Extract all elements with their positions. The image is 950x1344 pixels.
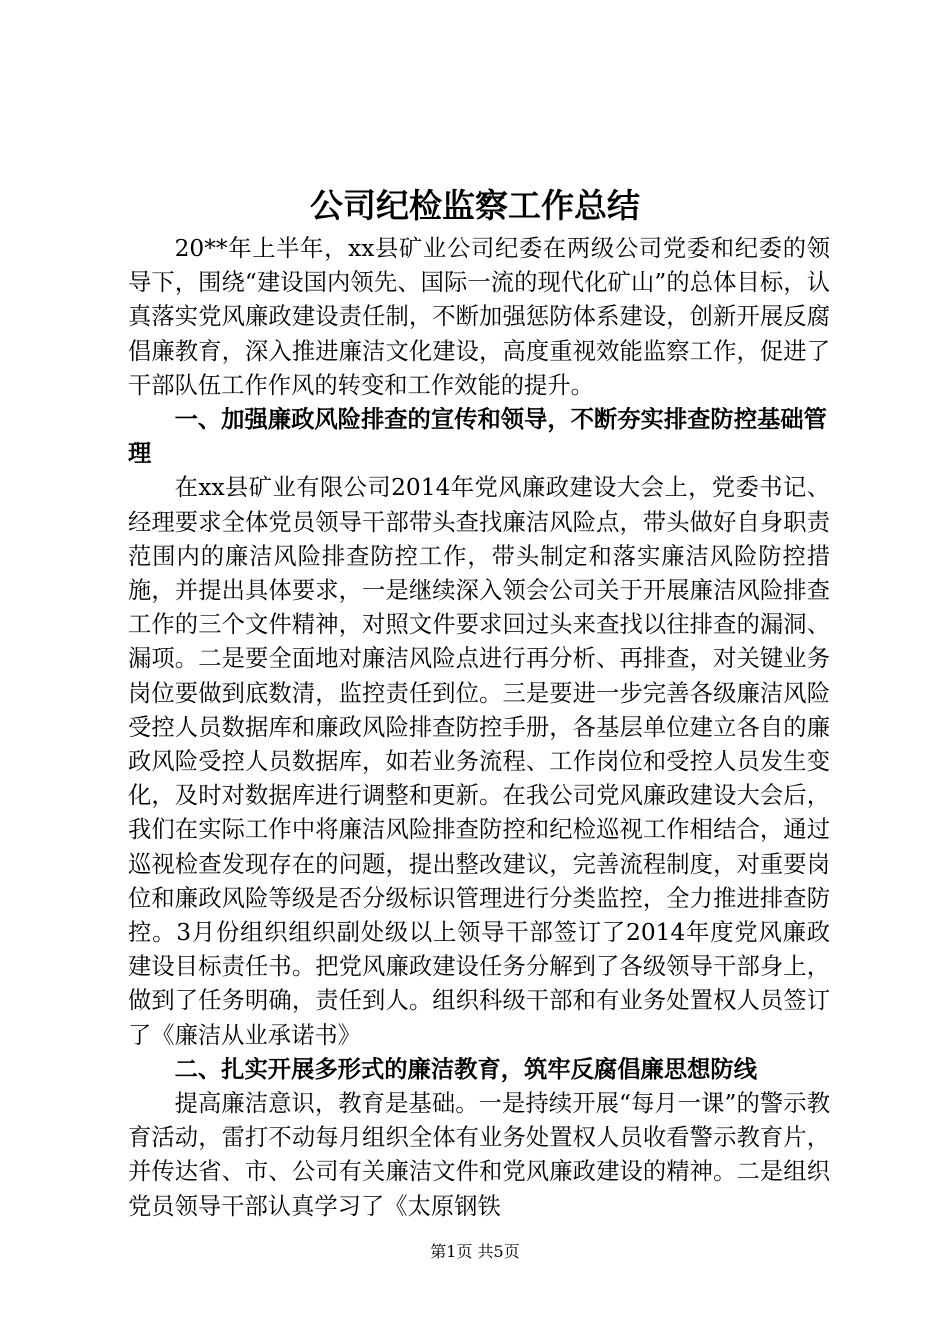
document-title: 公司纪检监察工作总结 [310,186,640,225]
document-body [128,232,830,1224]
intro-paragraph: 20**年上半年，xx县矿业公司纪委在两级公司党委和纪委的领导下，围绕“建设国内领先、国际一流的现代化矿山”的总体目标，认真落实党风廉政建设责任制，不断加强惩防体系建设，创新开展反腐倡廉教育，深入推进廉洁文化建设，高度重视效能监察工作，促进了干部队伍工作作风的转变和工作效能的提升。 [128,235,830,399]
section-heading-1: 一、加强廉政风险排查的宣传和领导，不断夯实排查防控基础管理 [128,406,827,468]
page-footer: 第1页 共5页 [430,1242,520,1261]
section-1-paragraph: 在xx县矿业有限公司2014年党风廉政建设大会上，党委书记、经理要求全体党员领导干部带头查找廉洁风险点，带头做好自身职责范围内的廉洁风险排查防控工作，带头制定和落实廉洁风险防控措施，并提出具体要求，一是继续深入领会公司关于开展廉洁风险排查工作的三个文件精神，对照文件要求回过头来查找以往排查的漏洞、漏项。二是要全面地对廉洁风险点进行再分析、再排查，对关键业务岗位要做到底数清，监控责任到位。三是要进一步完善各级廉洁风险受控人员数据库和廉政风险排查防控手册，各基层单位建立各自的廉政风险受控人员数据库，如若业务流程、工作岗位和受控人员发生变化，及时对数据库进行调整和更新。在我公司党风廉政建设大会后，我们在实际工作中将廉洁风险排查防控和纪检巡视工作相结合，通过巡视检查发现存在的问题，提出整改建议，完善流程制度，对重要岗位和廉政风险等级是否分级标识管理进行分类监控，全力推进排查防控。3月份组织组织副处级以上领导干部签订了2014年度党风廉政建设目标责任书。把党风廉政建设任务分解到了各级领导干部身上，做到了任务明确，责任到人。组织科级干部和有业务处置权人员签订了《廉洁从业承诺书》 [128,474,830,1049]
section-heading-2: 二、扎实开展多形式的廉洁教育，筑牢反腐倡廉思想防线 [174,1055,758,1083]
section-2-paragraph: 提高廉洁意识，教育是基础。一是持续开展“每月一课”的警示教育活动，雷打不动每月组织全体有业务处置权人员收看警示教育片，并传达省、市、公司有关廉洁文件和党风廉政建设的精神。二是组织党员领导干部认真学习了《太原钢铁 [128,1090,830,1220]
